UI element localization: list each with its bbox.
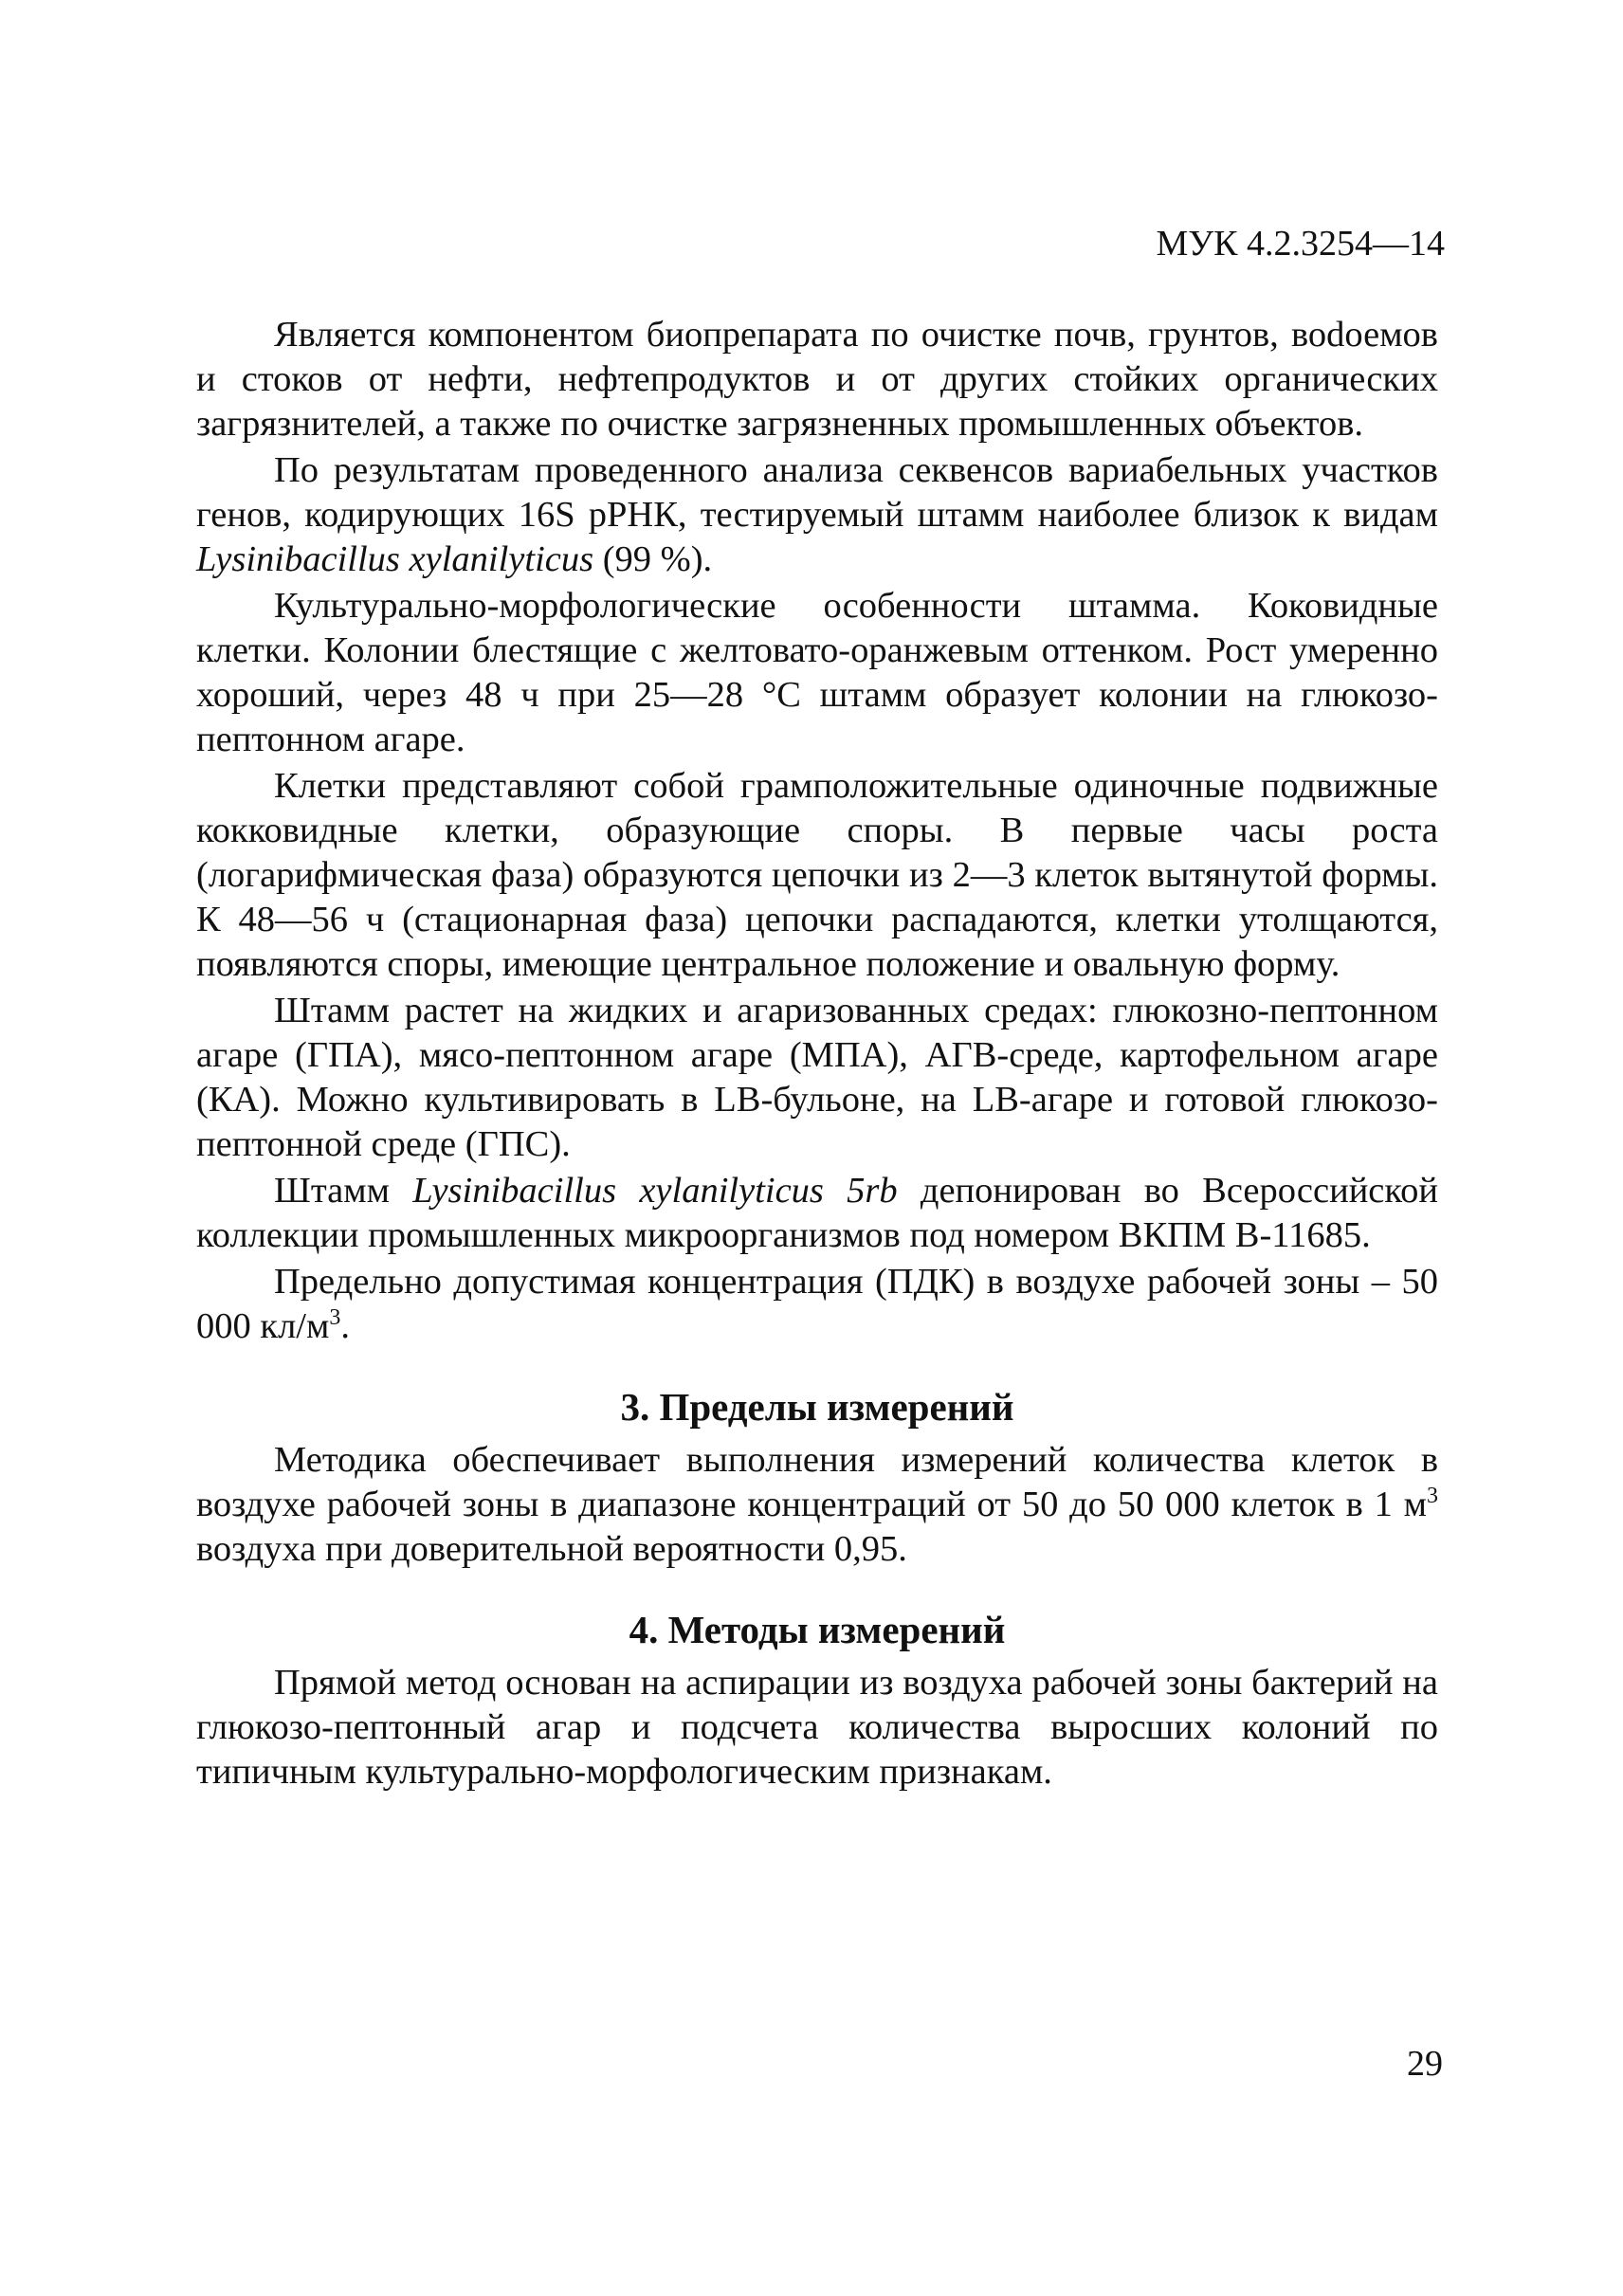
section-4-heading: 4. Методы измерений xyxy=(629,1608,1006,1651)
paragraph: Культурально-морфологические особенности штамма. Коковидные клетки. Колонии блестящие с желтовато-оранжевым оттенком. Рост умеренно хороший, через 48 ч при 25—28 °С штамм образует колонии на глюкозо-пептонном агаре. xyxy=(196,586,1438,759)
paragraph-deposit: Штамм Lysinibacillus xylanilyticus 5rb депонирован во Всероссийской коллекции промышленных микроорганизмов под номером ВКПМ В-11685. xyxy=(196,1171,1438,1255)
paragraph: Является компонентом биопрепарата по очистке почв, грунтов, воdоемов и стоков от нефти, нефтепродуктов и от других стойких органических загрязнителей, а также по очистке загрязненных промышленных объектов. xyxy=(196,315,1438,444)
page-number: 29 xyxy=(1407,2044,1443,2084)
section-3-heading: 3. Пределы измерений xyxy=(620,1385,1014,1429)
section-3-text: Методика обеспечивает выполнения измерений количества клеток в воздухе рабочей зоны в диапазоне концентраций от 50 до 50 000 клеток в 1 $м^3$ воздуха при доверительной вероятности 0,95. xyxy=(196,1440,1438,1569)
strain-name: Lysinibacillus xylanilyticus 5rb xyxy=(412,1171,898,1211)
paragraph-mac: Предельно допустимая концентрация (ПДК) в воздухе рабочей зоны – 50 000 $кл/м^3$. xyxy=(196,1262,1438,1346)
paragraph-sequencing: По результатам проведенного анализа секвенсов вариабельных участков генов, кодирующих 16S рРНК, тестируемый штамм наиболее близок к видам Lysinibacillus xylanilyticus (99 %). xyxy=(196,450,1438,579)
species-name: Lysinibacillus xylanilyticus xyxy=(196,539,594,579)
section-4-text: Прямой метод основан на аспирации из воздуха рабочей зоны бактерий на глюкозо-пептонный агар и подсчета количества выросших колоний по типичным культурально-морфологическим признакам. xyxy=(196,1663,1438,1792)
page-body xyxy=(196,313,1438,1796)
document-code: МУК 4.2.3254—14 xyxy=(1156,224,1445,264)
paragraph: Клетки представляют собой грамположительные одиночные подвижные кокковидные клетки, образующие споры. В первые часы роста (логарифмическая фаза) образуются цепочки из 2—3 клеток вытянутой формы. К 48—56 ч (стационарная фаза) цепочки распадаются, клетки утолщаются, появляются споры, имеющие центральное положение и овальную форму. xyxy=(196,766,1438,984)
paragraph: Штамм растет на жидких и агаризованных средах: глюкозно-пептонном агаре (ГПА), мясо-пептонном агаре (МПА), АГВ-среде, картофельном агаре (КА). Можно культивировать в LB-бульоне, на LB-агаре и готовой глюкозо-пептонной среде (ГПС). xyxy=(196,991,1438,1164)
